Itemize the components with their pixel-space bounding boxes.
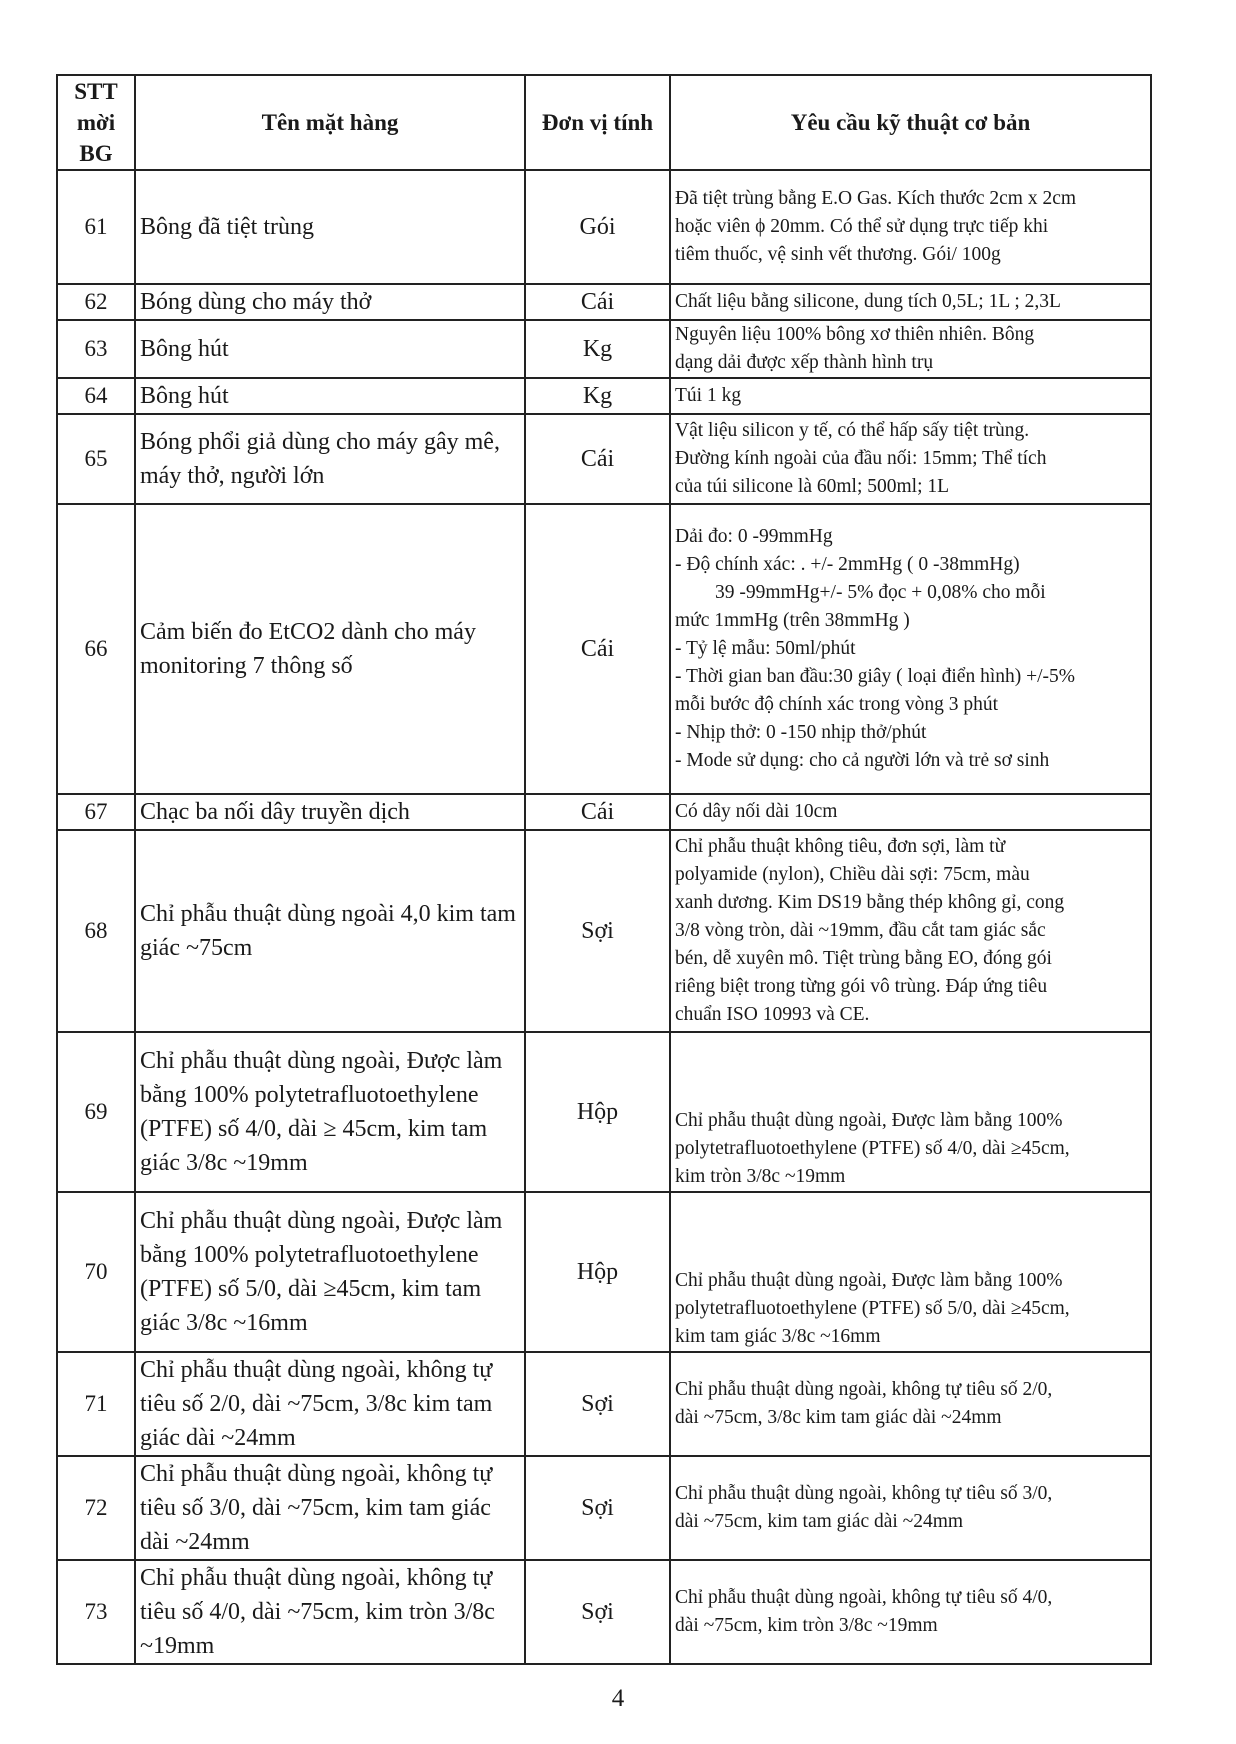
spec-line: 39 -99mmHg+/- 5% đọc + 0,08% cho mỗi xyxy=(715,582,1046,603)
row-spec xyxy=(670,1032,1151,1192)
table-row xyxy=(57,1560,1151,1664)
row-spec xyxy=(670,830,1151,1032)
header-unit: Đơn vị tính xyxy=(525,75,670,170)
row-unit: Cái xyxy=(525,504,670,794)
spec-line: dài ~75cm, kim tròn 3/8c ~19mm xyxy=(675,1615,938,1636)
row-unit: Sợi xyxy=(525,830,670,1032)
table-row xyxy=(57,378,1151,414)
spec-line: polyamide (nylon), Chiều dài sợi: 75cm, màu xyxy=(675,864,1030,885)
spec-line: dài ~75cm, kim tam giác dài ~24mm xyxy=(675,1511,964,1532)
spec-line: dài ~75cm, 3/8c kim tam giác dài ~24mm xyxy=(675,1407,1002,1428)
row-spec xyxy=(670,1456,1151,1560)
spec-line: của túi silicone là 60ml; 500ml; 1L xyxy=(675,476,950,497)
row-unit: Sợi xyxy=(525,1456,670,1560)
row-name: Chỉ phẫu thuật dùng ngoài, không tự tiêu số 4/0, dài ~75cm, kim tròn 3/8c ~19mm xyxy=(135,1560,525,1664)
spec-line: Đã tiệt trùng bằng E.O Gas. Kích thước 2cm x 2cm xyxy=(675,188,1077,209)
row-unit: Hộp xyxy=(525,1032,670,1192)
row-stt: 70 xyxy=(57,1192,135,1352)
spec-line: - Độ chính xác: . +/- 2mmHg ( 0 -38mmHg) xyxy=(675,554,1020,575)
spec-line: Đường kính ngoài của đầu nối: 15mm; Thể tích xyxy=(675,448,1047,469)
header-name: Tên mặt hàng xyxy=(135,75,525,170)
row-name: Bông đã tiệt trùng xyxy=(135,170,525,284)
spec-line: Chỉ phẫu thuật không tiêu, đơn sợi, làm từ xyxy=(675,836,1006,857)
row-unit: Hộp xyxy=(525,1192,670,1352)
spec-line: Vật liệu silicon y tế, có thể hấp sấy tiệt trùng. xyxy=(675,420,1030,441)
table-row xyxy=(57,284,1151,320)
row-name: Bông hút xyxy=(135,320,525,378)
spec-line: Túi 1 kg xyxy=(675,385,742,406)
row-spec xyxy=(670,794,1151,830)
product-spec-table xyxy=(56,74,1152,1665)
spec-line: kim tam giác 3/8c ~16mm xyxy=(675,1326,881,1347)
table-row xyxy=(57,1456,1151,1560)
spec-line: polytetrafluotoethylene (PTFE) số 5/0, dài ≥45cm, xyxy=(675,1298,1070,1319)
table-row xyxy=(57,504,1151,794)
spec-line: - Nhịp thở: 0 -150 nhịp thở/phút xyxy=(675,722,927,743)
header-spec: Yêu cầu kỹ thuật cơ bản xyxy=(670,75,1151,170)
spec-line: tiêm thuốc, vệ sinh vết thương. Gói/ 100g xyxy=(675,244,1001,265)
row-stt: 69 xyxy=(57,1032,135,1192)
table-row xyxy=(57,170,1151,284)
row-stt: 73 xyxy=(57,1560,135,1664)
spec-line: mỗi bước độ chính xác trong vòng 3 phút xyxy=(675,694,999,715)
table-row xyxy=(57,1192,1151,1352)
row-spec xyxy=(670,1192,1151,1352)
table-row xyxy=(57,414,1151,504)
row-spec xyxy=(670,1560,1151,1664)
spec-line: Chỉ phẫu thuật dùng ngoài, không tự tiêu số 4/0, xyxy=(675,1587,1053,1608)
spec-line: polytetrafluotoethylene (PTFE) số 4/0, dài ≥45cm, xyxy=(675,1138,1070,1159)
row-name: Chỉ phẫu thuật dùng ngoài, Được làm bằng 100% polytetrafluotoethylene (PTFE) số 4/0, dài ≥ 45cm, kim tam giác 3/8c ~19mm xyxy=(135,1032,525,1192)
spec-line: dạng dải được xếp thành hình trụ xyxy=(675,352,934,373)
header-stt: STT mời BG xyxy=(57,75,135,170)
row-unit: Sợi xyxy=(525,1352,670,1456)
table-row xyxy=(57,1032,1151,1192)
spec-line: riêng biệt trong từng gói vô trùng. Đáp ứng tiêu xyxy=(675,976,1048,997)
spec-line: Chỉ phẫu thuật dùng ngoài, Được làm bằng 100% xyxy=(675,1270,1063,1291)
row-name: Chỉ phẫu thuật dùng ngoài 4,0 kim tam giác ~75cm xyxy=(135,830,525,1032)
row-stt: 68 xyxy=(57,830,135,1032)
table-row xyxy=(57,794,1151,830)
row-name: Bóng dùng cho máy thở xyxy=(135,284,525,320)
row-stt: 62 xyxy=(57,284,135,320)
row-spec xyxy=(670,284,1151,320)
table-row xyxy=(57,830,1151,1032)
row-stt: 71 xyxy=(57,1352,135,1456)
row-name: Chạc ba nối dây truyền dịch xyxy=(135,794,525,830)
table-header-row xyxy=(57,75,1151,170)
row-name: Bông hút xyxy=(135,378,525,414)
row-spec xyxy=(670,504,1151,794)
row-unit: Kg xyxy=(525,320,670,378)
spec-line: bén, dễ xuyên mô. Tiệt trùng bằng EO, đóng gói xyxy=(675,948,1052,969)
spec-line: Có dây nối dài 10cm xyxy=(675,801,838,822)
spec-line: Dải đo: 0 -99mmHg xyxy=(675,526,833,547)
table-row xyxy=(57,1352,1151,1456)
row-spec xyxy=(670,414,1151,504)
spec-line: Chỉ phẫu thuật dùng ngoài, không tự tiêu số 2/0, xyxy=(675,1379,1053,1400)
row-stt: 64 xyxy=(57,378,135,414)
spec-line: 3/8 vòng tròn, dài ~19mm, đầu cắt tam giác sắc xyxy=(675,920,1046,941)
spec-line: Nguyên liệu 100% bông xơ thiên nhiên. Bông xyxy=(675,324,1035,345)
table-body xyxy=(57,170,1151,1664)
row-spec xyxy=(670,320,1151,378)
spec-line: hoặc viên ϕ 20mm. Có thể sử dụng trực tiếp khi xyxy=(675,216,1049,237)
spec-line: xanh dương. Kim DS19 bằng thép không gỉ, cong xyxy=(675,892,1065,913)
table-row xyxy=(57,320,1151,378)
row-unit: Cái xyxy=(525,414,670,504)
row-stt: 72 xyxy=(57,1456,135,1560)
spec-line: - Tỷ lệ mẫu: 50ml/phút xyxy=(675,638,856,659)
spec-line: kim tròn 3/8c ~19mm xyxy=(675,1166,846,1187)
row-name: Chỉ phẫu thuật dùng ngoài, Được làm bằng 100% polytetrafluotoethylene (PTFE) số 5/0, dài ≥45cm, kim tam giác 3/8c ~16mm xyxy=(135,1192,525,1352)
spec-line: - Thời gian ban đầu:30 giây ( loại điển hình) +/-5% xyxy=(675,666,1076,687)
spec-line: Chỉ phẫu thuật dùng ngoài, Được làm bằng 100% xyxy=(675,1110,1063,1131)
row-name: Cảm biến đo EtCO2 dành cho máy monitoring 7 thông số xyxy=(135,504,525,794)
row-name: Chỉ phẫu thuật dùng ngoài, không tự tiêu số 2/0, dài ~75cm, 3/8c kim tam giác dài ~24mm xyxy=(135,1352,525,1456)
row-stt: 61 xyxy=(57,170,135,284)
row-stt: 65 xyxy=(57,414,135,504)
spec-line: chuẩn ISO 10993 và CE. xyxy=(675,1004,870,1025)
row-unit: Cái xyxy=(525,284,670,320)
row-unit: Gói xyxy=(525,170,670,284)
row-stt: 66 xyxy=(57,504,135,794)
spec-line: Chỉ phẫu thuật dùng ngoài, không tự tiêu số 3/0, xyxy=(675,1483,1053,1504)
row-unit: Cái xyxy=(525,794,670,830)
row-spec xyxy=(670,170,1151,284)
row-name: Chỉ phẫu thuật dùng ngoài, không tự tiêu số 3/0, dài ~75cm, kim tam giác dài ~24mm xyxy=(135,1456,525,1560)
row-name: Bóng phổi giả dùng cho máy gây mê, máy thở, người lớn xyxy=(135,414,525,504)
row-unit: Sợi xyxy=(525,1560,670,1664)
row-stt: 63 xyxy=(57,320,135,378)
row-unit: Kg xyxy=(525,378,670,414)
row-stt: 67 xyxy=(57,794,135,830)
spec-line: mức 1mmHg (trên 38mmHg ) xyxy=(675,610,910,631)
spec-line: Chất liệu bằng silicone, dung tích 0,5L; 1L ; 2,3L xyxy=(675,291,1061,312)
row-spec xyxy=(670,1352,1151,1456)
spec-line: - Mode sử dụng: cho cả người lớn và trẻ sơ sinh xyxy=(675,750,1050,771)
row-spec xyxy=(670,378,1151,414)
page-number: 4 xyxy=(611,1685,625,1712)
